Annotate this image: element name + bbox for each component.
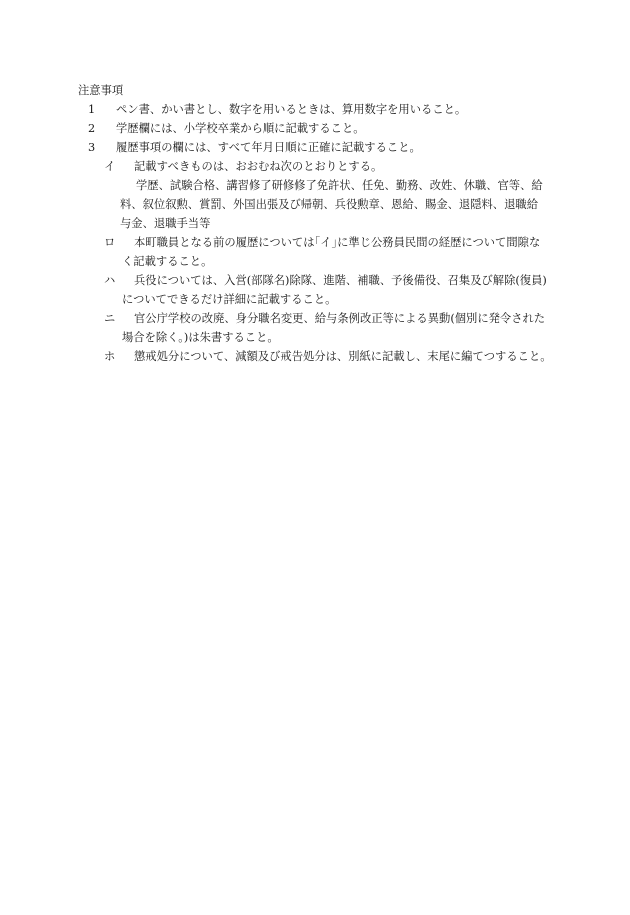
note-item-1: [78, 100, 558, 119]
subitem-line: 記載すべきものは、おおむね次のとおりとする。: [134, 160, 383, 173]
note-text: [116, 100, 558, 119]
subitem-ni: [78, 309, 558, 347]
subitem-mark: ホ: [104, 350, 116, 363]
note-number: 2: [88, 122, 96, 135]
subitem-text: [122, 233, 558, 271]
note-item-2: [78, 119, 558, 138]
subitem-ro: [78, 233, 558, 271]
subitem-mark: ロ: [104, 236, 116, 249]
record-items-list: [78, 176, 558, 233]
subitem-text: [122, 309, 558, 347]
subitem-mark: ハ: [104, 274, 116, 287]
notes-heading: 注意事項: [78, 84, 124, 97]
subitem-text: [134, 347, 558, 366]
note-line: ペン書、かい書とし、数字を用いるときは、算用数字を用いること。: [116, 103, 467, 116]
subitem-line: 兵役については、入営(部隊名)除隊、進階、補職、予後備役、召集及び解除(復員): [134, 274, 547, 287]
notes-section: [78, 81, 558, 366]
note-line: 学歴欄には、小学校卒業から順に記載すること。: [116, 122, 365, 135]
subitem-i: [78, 157, 558, 176]
subitem-line: 本町職員となる前の履歴については｢イ｣に準じ公務員民間の経歴について間隙な: [134, 236, 541, 249]
subitem-ha: [78, 271, 558, 309]
record-items-line: 料、叙位叙勲、賞罰、外国出張及び帰朝、兵役勲章、恩給、賜金、退隠料、退職給: [120, 198, 538, 211]
note-number: 3: [88, 141, 96, 154]
subitem-line: く記載すること。: [122, 255, 213, 268]
note-text: [116, 138, 558, 157]
subitem-mark: ニ: [104, 312, 116, 325]
record-items-line: 学歴、試験合格、講習修了研修修了免許状、任免、勤務、改姓、休職、官等、給: [136, 179, 543, 192]
subitem-text: [122, 271, 558, 309]
record-items-line: 与金、退職手当等: [120, 217, 211, 230]
note-item-3: [78, 138, 558, 157]
subitem-text: [134, 157, 558, 176]
subitem-ho: [78, 347, 558, 366]
note-number: 1: [88, 103, 96, 116]
subitem-line: 場合を除く。)は朱書すること。: [122, 331, 279, 344]
subitem-line: についてできるだけ詳細に記載すること。: [122, 293, 337, 306]
note-text: [116, 119, 558, 138]
subitem-mark: イ: [104, 160, 116, 173]
subitem-line: 懲戒処分について、減額及び戒告処分は、別紙に記載し、末尾に編てつすること。: [134, 350, 552, 363]
note-line: 履歴事項の欄には、すべて年月日順に正確に記載すること。: [116, 141, 421, 154]
subitem-line: 官公庁学校の改廃、身分職名変更、給与条例改正等による異動(個別に発令された: [134, 312, 546, 325]
